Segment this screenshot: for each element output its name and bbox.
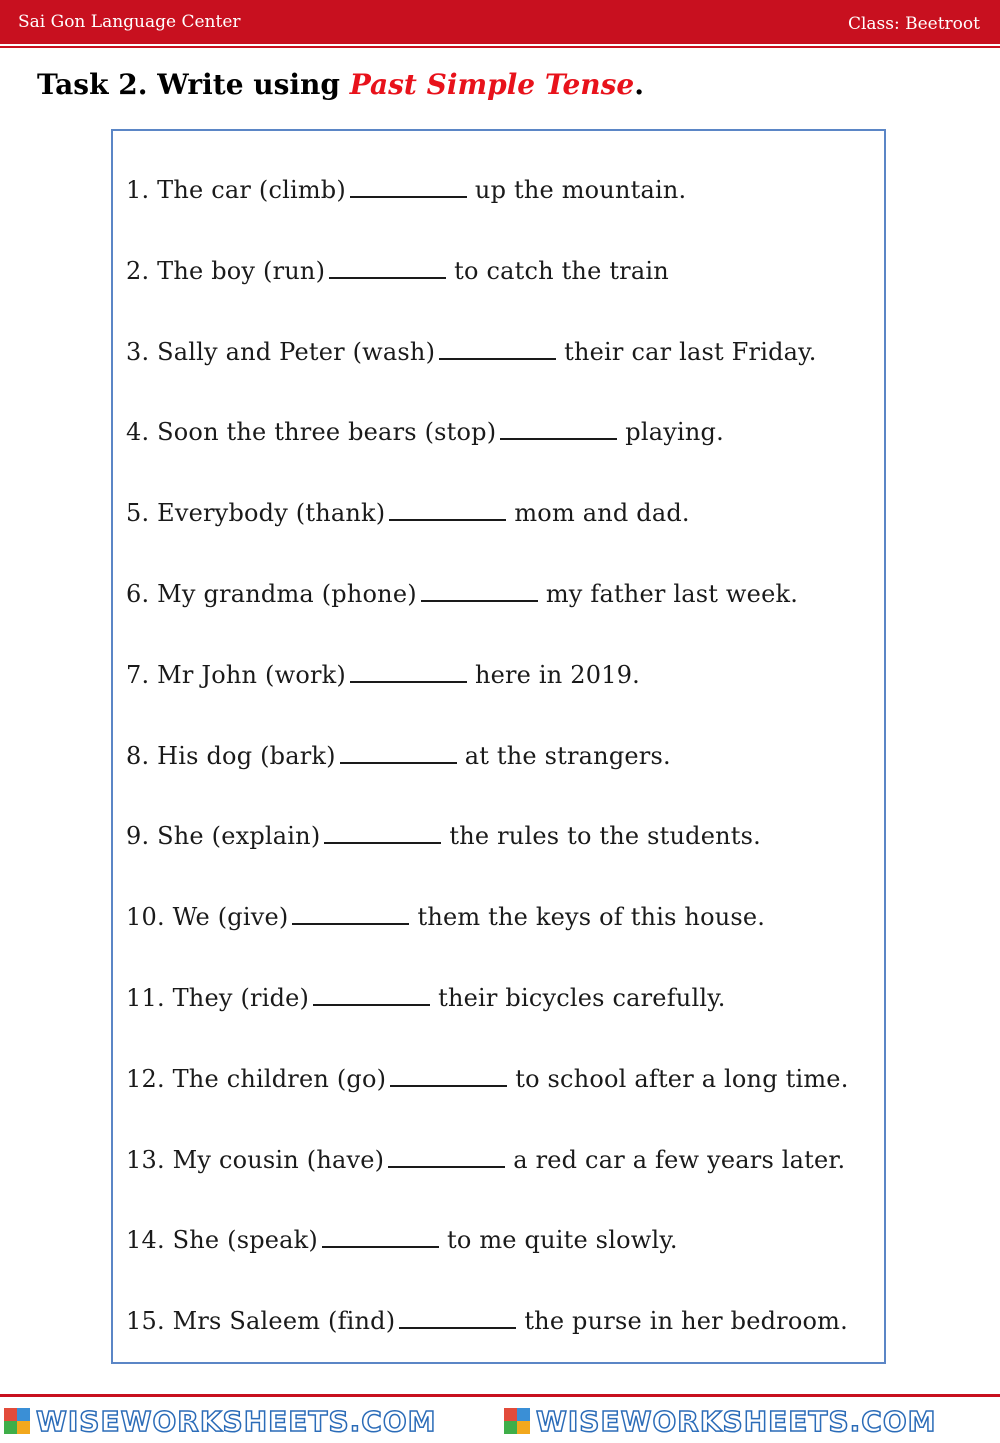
- question-continuation: a red car a few years later.: [513, 1145, 846, 1174]
- answer-blank[interactable]: [350, 680, 467, 683]
- question-item: [126, 1065, 849, 1093]
- question-continuation: to school after a long time.: [515, 1064, 849, 1093]
- footer-brand-left: [4, 1405, 437, 1437]
- question-prompt: 10. We (give): [126, 903, 289, 932]
- question-continuation: their car last Friday.: [564, 337, 817, 366]
- task-title-highlight: Past Simple Tense: [349, 68, 635, 101]
- question-continuation: here in 2019.: [474, 660, 640, 689]
- question-prompt: 4. Soon the three bears (stop): [126, 418, 497, 447]
- footer-line: [0, 1394, 1000, 1397]
- brand-text: WISEWORKSHEETS.COM: [36, 1404, 437, 1438]
- answer-blank[interactable]: [389, 518, 506, 521]
- question-continuation: the purse in her bedroom.: [524, 1307, 848, 1336]
- question-prompt: 11. They (ride): [126, 984, 310, 1012]
- question-prompt: 13. My cousin (have): [126, 1145, 385, 1174]
- question-prompt: 3. Sally and Peter (wash): [126, 337, 436, 366]
- task-title-prefix: Task 2. Write using: [37, 68, 350, 101]
- question-continuation: up the mountain.: [474, 176, 687, 204]
- question-continuation: to catch the train: [454, 256, 669, 285]
- question-prompt: 6. My grandma (phone): [126, 580, 417, 608]
- answer-blank[interactable]: [292, 922, 409, 925]
- answer-blank[interactable]: [350, 195, 467, 198]
- question-item: [126, 822, 761, 850]
- question-item: [126, 176, 686, 204]
- question-item: [126, 1226, 678, 1254]
- question-item: [126, 1307, 848, 1335]
- answer-blank[interactable]: [390, 1084, 507, 1087]
- question-prompt: 12. The children (go): [126, 1064, 387, 1093]
- question-continuation: my father last week.: [545, 580, 799, 608]
- class-name: Class: Beetroot: [847, 14, 980, 34]
- question-prompt: 14. She (speak): [126, 1226, 318, 1255]
- question-prompt: 8. His dog (bark): [126, 741, 336, 770]
- task-title: [37, 68, 644, 101]
- brand-logo-icon: [504, 1408, 530, 1434]
- answer-blank[interactable]: [388, 1165, 505, 1168]
- answer-blank[interactable]: [421, 599, 538, 602]
- question-item: [126, 580, 798, 608]
- question-item: [126, 338, 817, 366]
- question-continuation: them the keys of this house.: [417, 903, 766, 932]
- header-underline: [0, 46, 1000, 48]
- question-prompt: 1. The car (climb): [126, 176, 346, 204]
- answer-blank[interactable]: [439, 357, 556, 360]
- answer-blank[interactable]: [324, 841, 441, 844]
- question-continuation: mom and dad.: [514, 499, 690, 528]
- question-prompt: 15. Mrs Saleem (find): [126, 1307, 396, 1336]
- footer-brand-right: [504, 1405, 937, 1437]
- school-name: Sai Gon Language Center: [18, 12, 241, 32]
- answer-blank[interactable]: [399, 1326, 516, 1329]
- answer-blank[interactable]: [313, 1003, 430, 1006]
- brand-text: WISEWORKSHEETS.COM: [536, 1404, 937, 1438]
- question-item: [126, 418, 724, 446]
- answer-blank[interactable]: [322, 1245, 439, 1248]
- question-continuation: at the strangers.: [464, 741, 671, 770]
- question-item: [126, 499, 690, 527]
- brand-logo-icon: [4, 1408, 30, 1434]
- question-continuation: to me quite slowly.: [447, 1226, 678, 1255]
- question-continuation: their bicycles carefully.: [438, 984, 726, 1012]
- question-continuation: the rules to the students.: [449, 822, 761, 851]
- question-continuation: playing.: [625, 418, 724, 447]
- question-prompt: 7. Mr John (work): [126, 660, 346, 689]
- answer-blank[interactable]: [340, 761, 457, 764]
- question-item: [126, 1146, 845, 1174]
- question-item: [126, 903, 765, 931]
- question-item: [126, 984, 726, 1012]
- question-item: [126, 742, 671, 770]
- task-title-suffix: .: [634, 68, 644, 101]
- question-prompt: 2. The boy (run): [126, 256, 326, 285]
- question-item: [126, 661, 640, 689]
- answer-blank[interactable]: [329, 276, 446, 279]
- answer-blank[interactable]: [500, 437, 617, 440]
- question-item: [126, 257, 669, 285]
- question-prompt: 9. She (explain): [126, 822, 321, 851]
- question-prompt: 5. Everybody (thank): [126, 499, 386, 528]
